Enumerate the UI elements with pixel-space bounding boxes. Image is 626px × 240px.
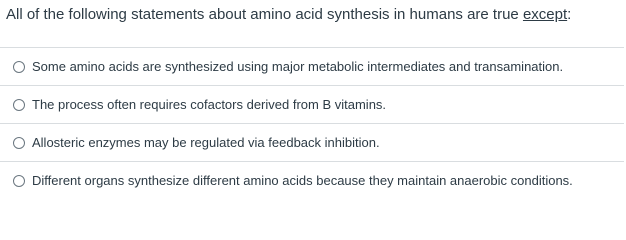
radio-button-icon[interactable]: [13, 61, 25, 73]
answer-option-label[interactable]: Different organs synthesize different amino acids because they maintain anaerobic conditions.: [32, 172, 573, 188]
radio-button-icon[interactable]: [13, 175, 25, 187]
answer-option-3[interactable]: [0, 123, 624, 161]
answer-option-label[interactable]: Allosteric enzymes may be regulated via feedback inhibition.: [32, 134, 380, 150]
answer-option-1[interactable]: [0, 47, 624, 85]
question-prompt-emphasis: except: [522, 6, 568, 23]
radio-button-icon[interactable]: [13, 99, 25, 111]
answer-list: [0, 47, 624, 199]
question-prompt-text: All of the following statements about amino acid synthesis in humans are true: [6, 6, 523, 23]
answer-option-4[interactable]: [0, 161, 624, 199]
answer-option-label[interactable]: Some amino acids are synthesized using major metabolic intermediates and transamination.: [32, 58, 564, 74]
radio-button-icon[interactable]: [13, 137, 25, 149]
answer-option-2[interactable]: [0, 85, 624, 123]
question-prompt-suffix: :: [567, 6, 572, 23]
question-prompt: [6, 5, 571, 25]
answer-option-label[interactable]: The process often requires cofactors derived from B vitamins.: [32, 96, 387, 112]
